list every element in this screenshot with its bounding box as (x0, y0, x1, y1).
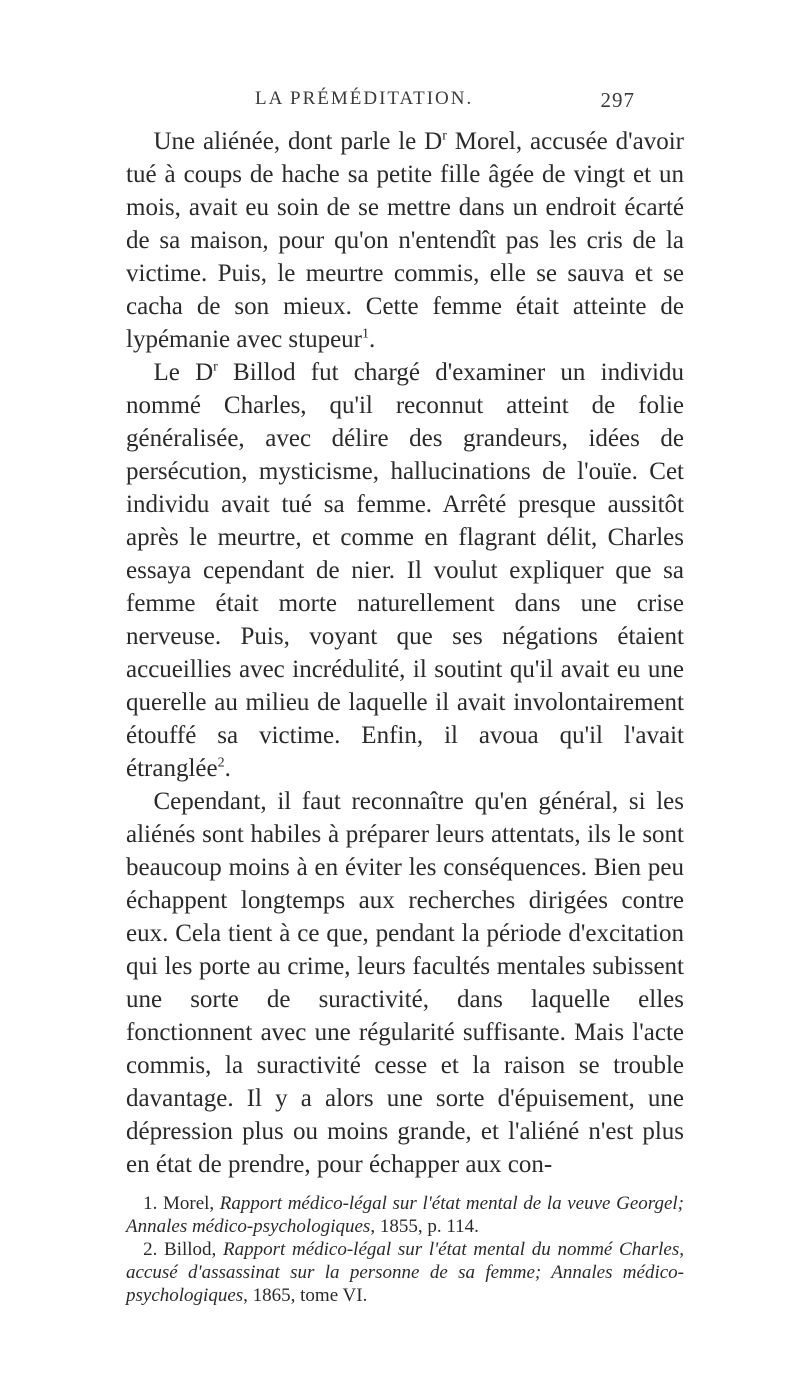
superscript: r (213, 359, 218, 375)
paragraph-3 (126, 785, 684, 1181)
paragraph-1 (126, 125, 684, 356)
text-run: Cependant, il faut reconnaître qu'en général, si les aliénés sont habiles à préparer leurs attentats, ils le sont beaucoup moins à en éviter les conséquences. Bien peu échappent longtemps aux recherches dirigées contre eux. Cela tient à ce que, pendant la période d'excitation qui les porte au crime, leurs facultés mentales subissent une sorte de suractivité, dans laquelle elles fonctionnent avec une régularité suffisante. Mais l'acte commis, la suractivité cesse et la raison se trouble davantage. Il y a alors une sorte d'épuisement, une dépression plus ou moins grande, et l'aliéné n'est plus en état de prendre, pour échapper aux con- (126, 788, 684, 1178)
body-text (126, 125, 684, 1181)
running-title: LA PRÉMÉDITATION. (255, 88, 474, 109)
footnote-2 (126, 1238, 684, 1307)
italic-citation: Rapport médico-légal sur l'état mental du nommé Charles, accusé d'assassinat sur la personne de sa femme; Annales médico-psychologiques (126, 1239, 684, 1306)
text-run: . (369, 326, 376, 353)
italic-citation: Rapport médico-légal sur l'état mental de la veuve Georgel; Annales médico-psychologiques (126, 1193, 684, 1237)
text-run: . (224, 755, 231, 782)
text-run: 1. Morel, (143, 1193, 220, 1214)
text-run: Billod fut chargé d'examiner un individu nommé Charles, qu'il reconnut atteint de folie généralisée, avec délire des grandeurs, idées de persécution, mysticisme, hallucinations de l'ouïe. Cet individu avait tué sa femme. Arrêté presque aussitôt après le meurtre, et comme en flagrant délit, Charles essaya cependant de nier. Il voulut expliquer que sa femme était morte naturellement dans une crise nerveuse. Puis, voyant que ses négations étaient accueillies avec incrédulité, il soutint qu'il avait eu une querelle au milieu de laquelle il avait involontairement étouffé sa victime. Enfin, il avoua qu'il l'avait étranglée (126, 359, 685, 782)
footnotes (126, 1192, 684, 1307)
page-number: 297 (600, 88, 635, 112)
text-run: , 1865, tome VI. (243, 1285, 368, 1306)
text-run: Une aliénée, dont parle le D (153, 128, 443, 155)
text-run: Le D (153, 359, 214, 386)
footnote-1 (126, 1192, 684, 1238)
running-header (255, 88, 635, 114)
paragraph-2 (126, 356, 684, 785)
superscript: r (442, 128, 447, 144)
text-run: Morel, accusée d'avoir tué à coups de hache sa petite fille âgée de vingt et un mois, avait eu soin de se mettre dans un endroit écarté de sa maison, pour qu'on n'entendît pas les cris de la victime. Puis, le meurtre commis, elle se sauva et se cacha de son mieux. Cette femme était atteinte de lypémanie avec stupeur (126, 128, 684, 353)
superscript: 2 (217, 755, 225, 771)
text-run: , 1855, p. 114. (370, 1216, 479, 1237)
text-run: 2. Billod, (143, 1239, 223, 1260)
superscript: 1 (362, 326, 370, 342)
